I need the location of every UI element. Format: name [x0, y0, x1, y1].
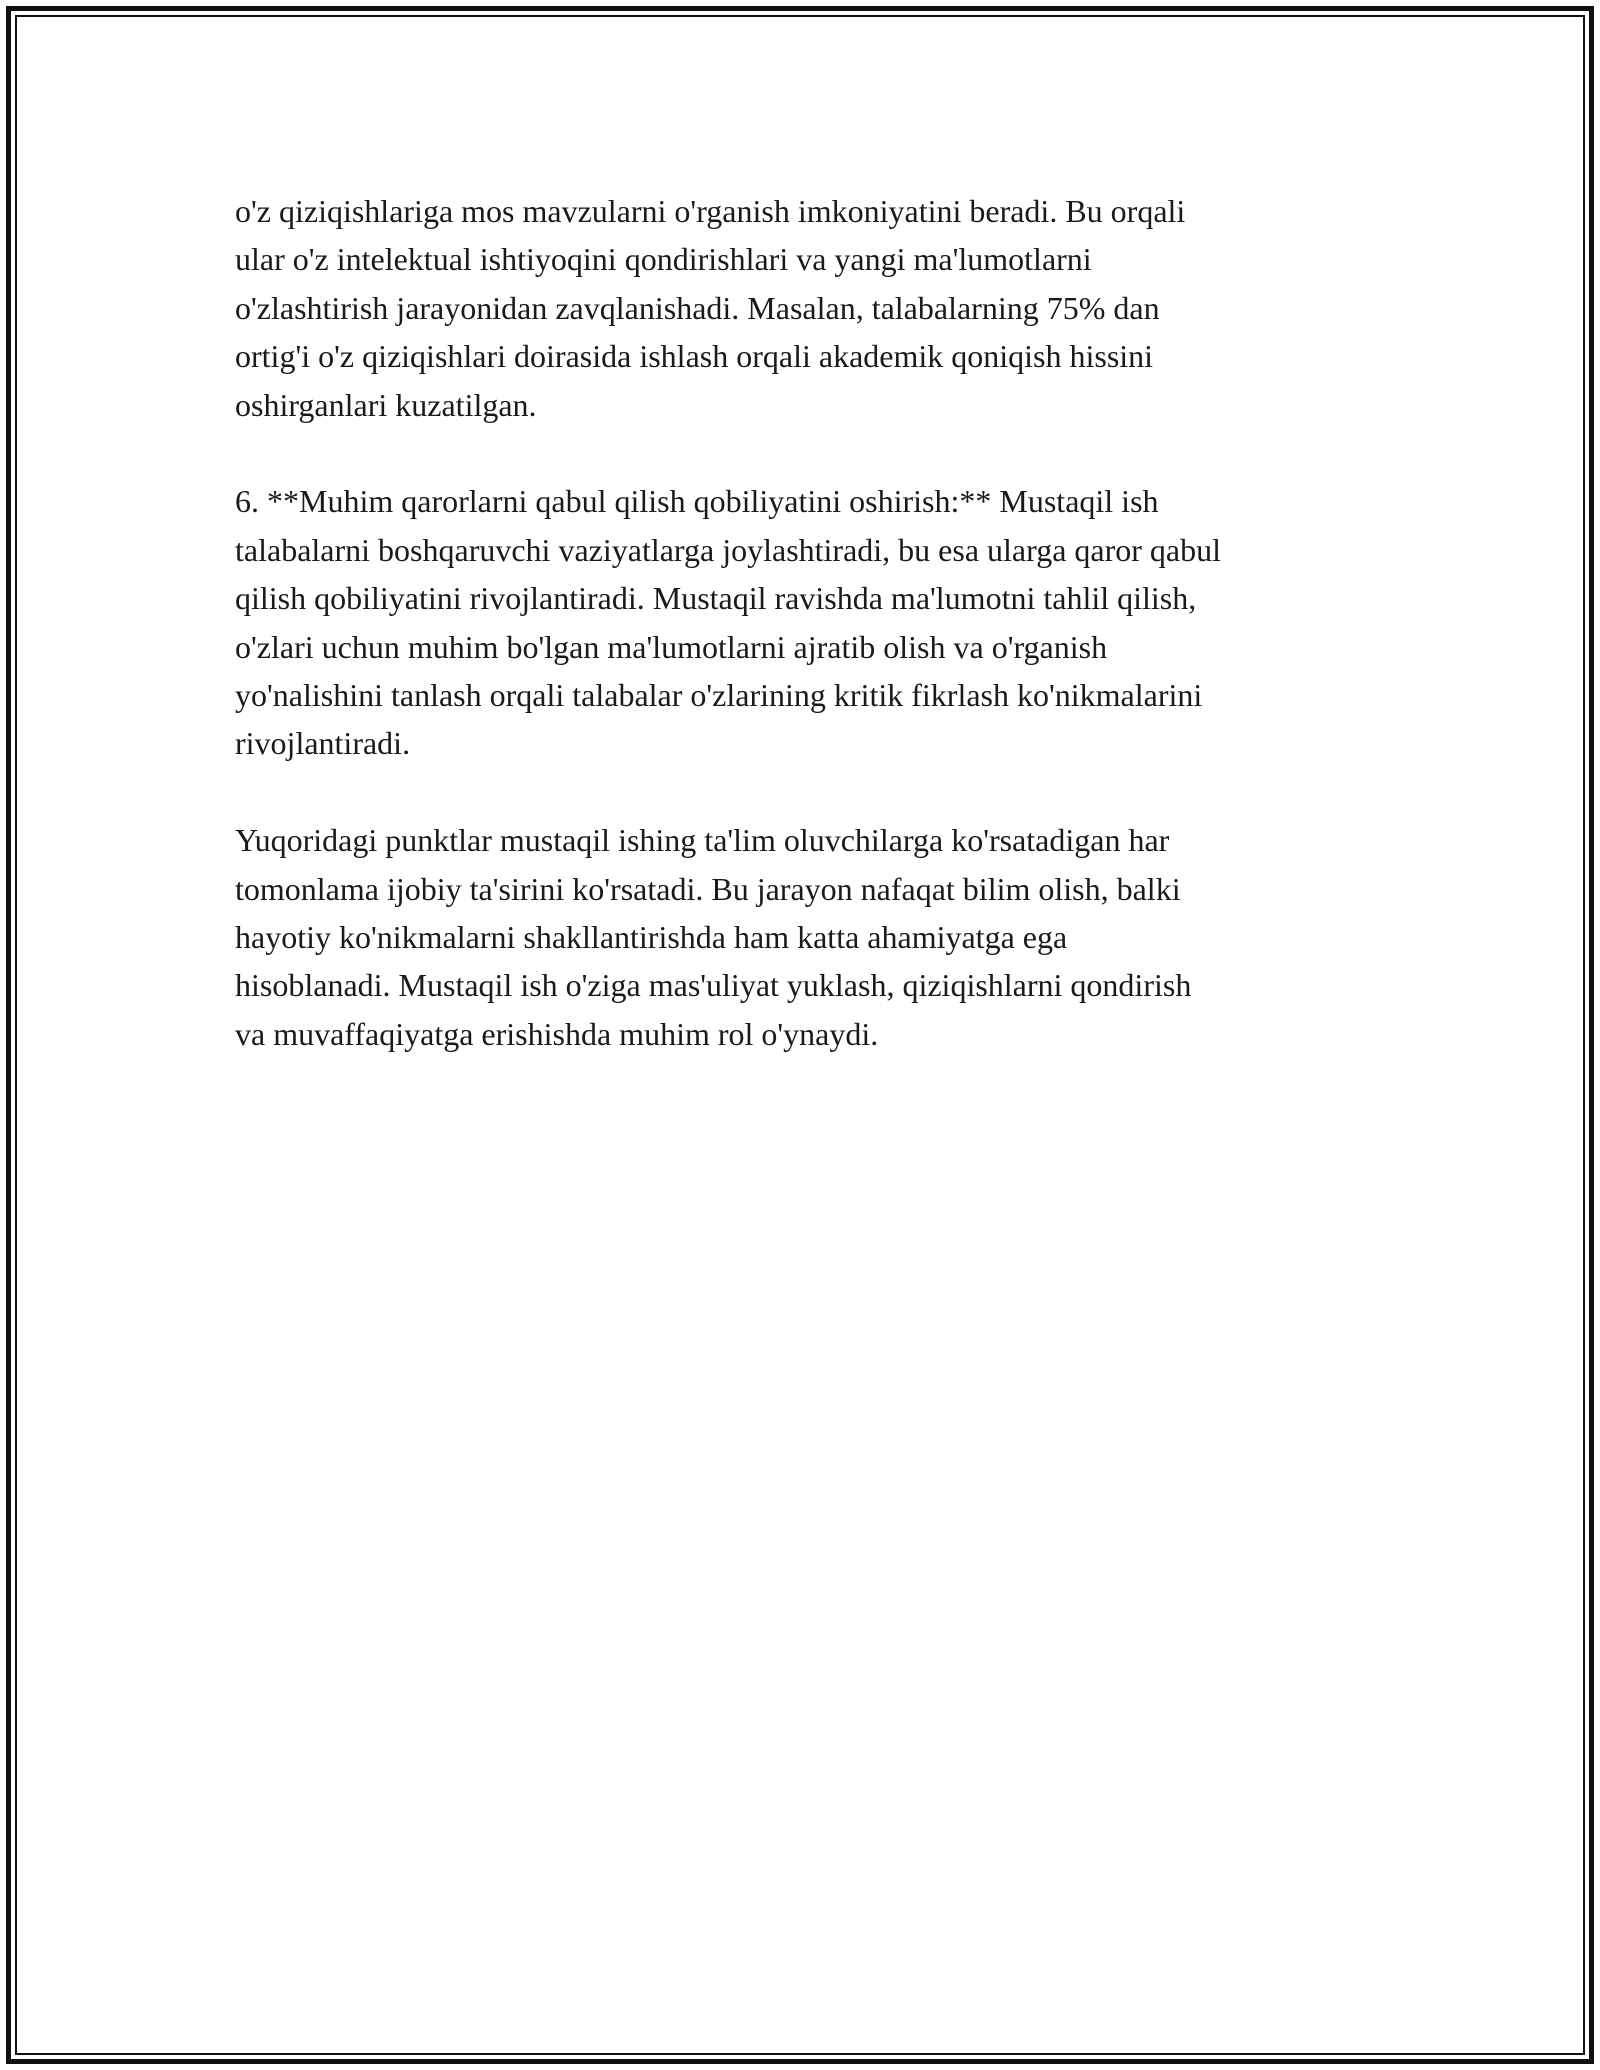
text-line: o'zlari uchun muhim bo'lgan ma'lumotlarni ajratib olish va o'rganish [235, 628, 1108, 665]
text-line: o'zlashtirish jarayonidan zavqlanishadi. Masalan, talabalarning 75% dan [235, 289, 1160, 326]
text-line: o'z qiziqishlariga mos mavzularni o'rganish imkoniyatini beradi. Bu orqali [235, 193, 1186, 229]
text-line: rivojlantiradi. [235, 725, 411, 762]
paragraph-conclusion [235, 816, 1395, 1058]
document-body [235, 187, 1395, 1058]
text-line: hisoblanadi. Mustaqil ish o'ziga mas'uliyat yuklash, qiziqishlarni qondirish [235, 967, 1192, 1004]
text-line: ortig'i o'z qiziqishlari doirasida ishlash orqali akademik qoniqish hissini [235, 338, 1154, 375]
paragraph-academic-interest [235, 187, 1395, 429]
text-line: tomonlama ijobiy ta'sirini ko'rsatadi. Bu jarayon nafaqat bilim olish, balki [235, 870, 1181, 907]
text-line: qilish qobiliyatini rivojlantiradi. Mustaqil ravishda ma'lumotni tahlil qilish, [235, 580, 1197, 617]
text-line: talabalarni boshqaruvchi vaziyatlarga joylashtiradi, bu esa ularga qaror qabul [235, 531, 1222, 568]
paragraph-decision-making [235, 477, 1395, 767]
text-line: va muvaffaqiyatga erishishda muhim rol o'ynaydi. [235, 1015, 879, 1052]
text-line: 6. **Muhim qarorlarni qabul qilish qobiliyatini oshirish:** Mustaqil ish [235, 483, 1159, 520]
paragraph-spacer [235, 768, 1395, 816]
text-line: oshirganlari kuzatilgan. [235, 386, 537, 423]
paragraph-spacer [235, 429, 1395, 477]
text-line: hayotiy ko'nikmalarni shakllantirishda ham katta ahamiyatga ega [235, 919, 1068, 956]
text-line: ular o'z intelektual ishtiyoqini qondirishlari va yangi ma'lumotlarni [235, 241, 1092, 278]
text-line: Yuqoridagi punktlar mustaqil ishing ta'lim oluvchilarga ko'rsatadigan har [235, 822, 1170, 859]
text-line: yo'nalishini tanlash orqali talabalar o'zlarining kritik fikrlash ko'nikmalarini [235, 677, 1203, 714]
